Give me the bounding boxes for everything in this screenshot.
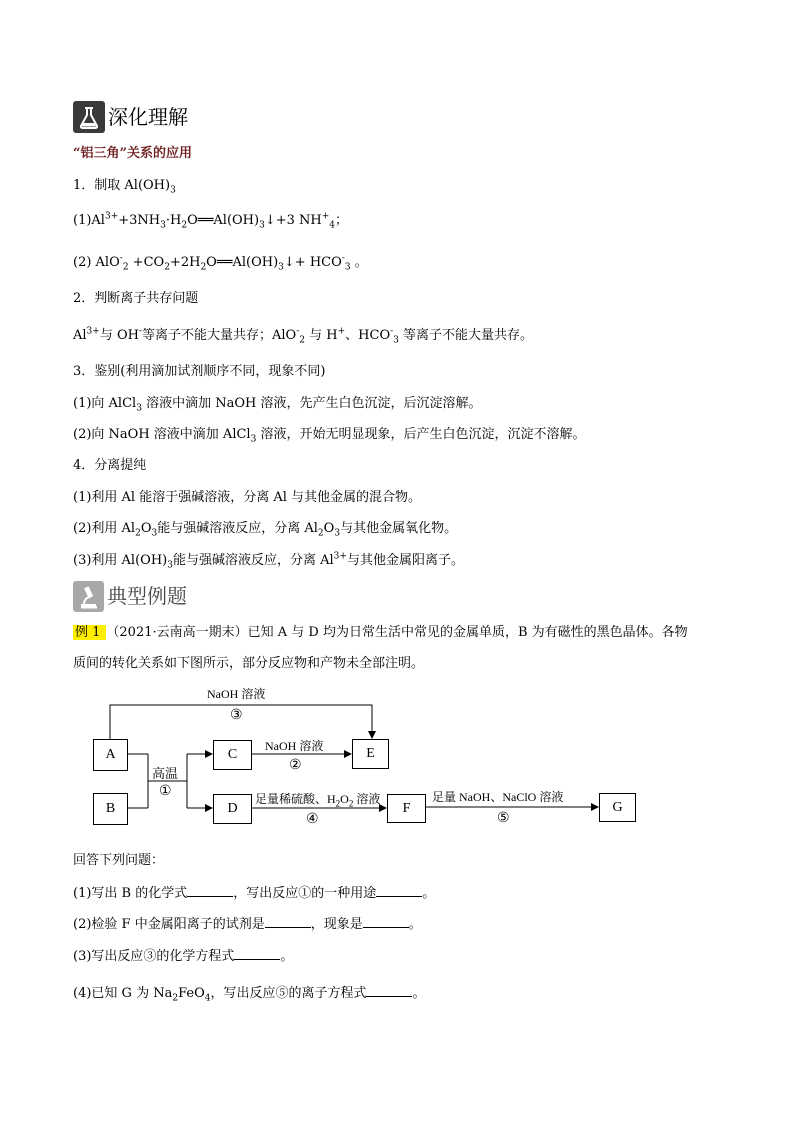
item-3-line-2: (2)向 NaOH 溶液中滴加 AlCl$_3$ 溶液，开始无明显现象，后产生白色沉淀，沉淀不溶解。 (73, 427, 586, 445)
node-a: A (93, 739, 128, 771)
node-d: D (213, 794, 252, 824)
reaction-3-number: ③ (230, 708, 243, 723)
node-g: G (599, 793, 636, 822)
item-4-line-3: (3)利用 $Al(OH)_3$能与强碱溶液反应，分离 $Al^{3+}$与其他金属阳离子。 (73, 551, 464, 571)
item-2-text: $Al^{3+}$与 OH-等离子不能大量共存；AlO-$_2$ 与 H+、$HCO^-_3$ 等离子不能大量共存。 (73, 326, 534, 346)
item-3-heading: 3．鉴别(利用滴加试剂顺序不同，现象不同) (73, 364, 326, 379)
item-4-line-2: (2)利用 $Al_2O_3$能与强碱溶液反应，分离 $Al_2O_3$与其他金属氧化物。 (73, 521, 458, 539)
answer-blank[interactable] (187, 884, 233, 897)
node-f: F (387, 794, 426, 823)
topic-heading: “铝三角”关系的应用 (73, 146, 192, 161)
example-tag: 例 1 (73, 625, 106, 640)
item-2-heading: 2．判断离子共存问题 (73, 291, 199, 306)
question-2: (2)检验 F 中金属阳离子的试剂是 ，现象是 。 (73, 917, 422, 932)
item-3-line-1: (1)向 AlCl$_3$ 溶液中滴加 NaOH 溶液，先产生白色沉淀，后沉淀溶解。 (73, 396, 482, 414)
equation-1: $(1)Al^{3+}+3NH_3\cdot H_2O══Al(OH)_3↓+3$ $NH^+_4$； (73, 211, 349, 231)
node-c: C (213, 740, 252, 770)
answer-blank[interactable] (234, 947, 280, 960)
reaction-2-label: NaOH 溶液 (265, 739, 324, 753)
answer-blank[interactable] (376, 884, 422, 897)
answer-blank[interactable] (366, 984, 412, 997)
reaction-4-label: 足量稀硫酸、$H_2O_2$ 溶液 (255, 792, 381, 809)
item-4-line-1: (1)利用 Al 能溶于强碱溶液，分离 Al 与其他金属的混合物。 (73, 490, 422, 505)
question-4: (4)已知 G 为 $Na_2FeO_4$，写出反应⑤的离子方程式 。 (73, 986, 426, 1004)
example-line-1: 例 1 （2021·云南高一期末）已知 A 与 D 均为日常生活中常见的金属单质，B 为有磁性的黑色晶体。各物 (75, 625, 688, 640)
reaction-5-number: ⑤ (497, 811, 510, 826)
section-title-examples: 典型例题 (107, 584, 187, 608)
item-4-heading: 4．分离提纯 (73, 458, 147, 473)
answer-blank[interactable] (265, 915, 311, 928)
questions-intro: 回答下列问题： (73, 853, 165, 868)
reaction-1-number: ① (159, 784, 172, 799)
reaction-2-number: ② (289, 758, 302, 773)
reaction-4-number: ④ (306, 812, 319, 827)
equation-2: (2) $AlO^-_2 +CO_2+2H_2O══Al(OH)_3↓+ HCO^-_3$ 。 (73, 253, 368, 273)
section-title-deepen: 深化理解 (108, 105, 188, 129)
answer-blank[interactable] (363, 915, 409, 928)
question-3: (3)写出反应③的化学方程式 。 (73, 949, 294, 964)
question-1: (1)写出 B 的化学式 ，写出反应①的一种用途 。 (73, 886, 436, 901)
item-1-heading: 1．制取 $Al(OH)_3$ (73, 178, 176, 196)
reaction-3-label: NaOH 溶液 (207, 687, 266, 701)
example-line-2: 质间的转化关系如下图所示，部分反应物和产物未全部注明。 (73, 656, 425, 671)
node-e: E (352, 739, 389, 769)
reaction-5-label: 足量 NaOH、NaClO 溶液 (432, 790, 564, 804)
reaction-1-label: 高温 (152, 766, 179, 781)
node-b: B (93, 793, 128, 825)
